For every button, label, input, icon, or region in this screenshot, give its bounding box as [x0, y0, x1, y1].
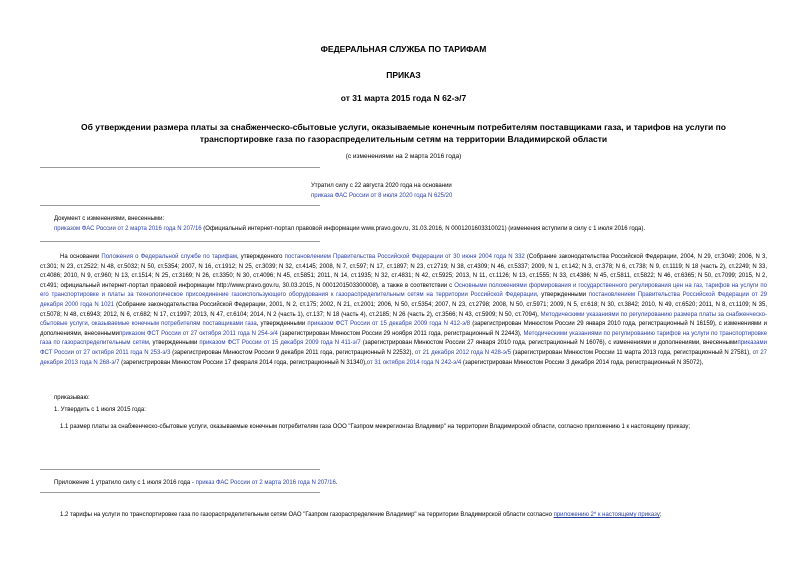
item-1-2	[40, 511, 767, 521]
basis-text: (зарегистрирован Минюстом России 11 марта 2013 года, регистрационный N 27581),	[510, 349, 753, 356]
basis-text: , утвержденными	[148, 340, 200, 347]
basis-link[interactable]: Основными положениями формирования и государственного регулирования цен на газ, тарифов на услуги по его транспортировке и платы за технологическое присоединение газоиспользующего оборудования к газораспределительным сетям на территории Российской Федерации	[40, 282, 767, 299]
amendment-details: (Официальный интернет-портал правовой информации www.pravo.gov.ru, 31.03.2016, N 0001201603310021) (изменения вступили в силу с 1 июля 2016 года).	[201, 226, 646, 232]
date-number-heading: от 31 марта 2015 года N 62-э/7	[340, 93, 467, 103]
basis-link[interactable]: от 31 октября 2014 года N 242-э/4	[366, 359, 462, 366]
basis-text: (Собрание законодательства Российской Федерации, 2001, N 2, ст.175; 2002, N 21, ст.2001; 2006, N 50, ст.5354; 2007, N 23, ст.2798; 2008, N 50, ст.5971; 2009, N 5, ст.618; N 30, ст.3842; 2010, N 49, ст.6520; 2011, N 8, ст.1109; N 35, ст.5078; N 48, ст.6943; 2012, N 6, ст.682; N 17, ст.1997; 2013, N 47, ст.6104; 2014, N 2 (часть 1), ст.137; N 18 (часть 4), ст.2185; N 26 (часть 2), ст.3566; N 43, ст.5909; N 50, ст.7094),	[40, 301, 767, 318]
expiry-link[interactable]: приказа ФАС России от 8 июля 2020 года N 625/20	[311, 193, 453, 199]
expiry-note	[311, 181, 611, 201]
basis-link[interactable]: от 27 декабря 2013 года N 268-э/7	[40, 349, 767, 366]
basis-text: (зарегистрирован Минюстом России 9 декабря 2011 года, регистрационный N 22532),	[170, 349, 415, 356]
annex-note-link[interactable]: приказ ФАС России от 2 марта 2016 года N 207/16	[195, 480, 336, 486]
item-1-1: 1.1 размер платы за снабженческо-сбытовые услуги, оказываемые конечным потребителям газа ООО "Газпром межрегионгаз Владимир" на территории Владимирской области, согласно приложению 1 к настоящему приказу;	[60, 424, 691, 430]
amendments-label: Документ с изменениями, внесенными:	[54, 216, 165, 222]
divider	[40, 205, 320, 206]
basis-link[interactable]: приказом ФСТ России от 15 декабря 2009 года N 411-э/7	[199, 340, 361, 347]
item-1-2-end: ;	[659, 512, 662, 518]
document-title: Об утверждении размера платы за снабженческо-сбытовые услуги, оказываемые конечным потребителям поставщиками газа, и тарифов на услуги по транспортировке газа по газораспределительным сетям на территории Владимирской области	[81, 122, 726, 144]
basis-text: (зарегистрирован Минюстом России 3 декабря 2014 года, регистрационный N 35072),	[461, 359, 704, 366]
divider	[40, 469, 320, 470]
basis-link[interactable]: Методическими указаниями по регулированию тарифов на услуги по транспортировке газа по газораспределительным сетям	[40, 330, 767, 347]
amendments-block	[54, 214, 769, 234]
amendment-link[interactable]: приказом ФАС России от 2 марта 2016 года N 207/16	[54, 226, 202, 232]
basis-text: (зарегистрирован Минюстом России 17 февраля 2014 года, регистрационный N 31340),	[119, 359, 367, 366]
annex-note-text: Приложение 1 утратило силу с 1 июля 2016 года -	[54, 480, 196, 486]
divider	[40, 167, 320, 168]
basis-text: (зарегистрирован Минюстом России 29 января 2010 года, регистрационный N 16159), с изменениями и дополнениями, внесенными	[40, 321, 768, 337]
item-1: 1. Утвердить с 1 июля 2015 года:	[54, 407, 146, 413]
basis-link[interactable]: приказом ФСТ России от 15 декабря 2009 года N 412-э/8	[307, 321, 471, 328]
annex-1-note	[54, 478, 769, 488]
amendment-date-note: (с изменениями на 2 марта 2016 года)	[345, 153, 462, 160]
order-word: приказываю:	[54, 395, 90, 401]
basis-text: На основании	[60, 254, 102, 260]
item-1-2-text: 1.2 тарифы на услуги по транспортировке газа по газораспределительным сетям ОАО "Газпром газораспределение Владимир" на территории Владимирской области согласно	[60, 512, 554, 518]
basis-text: (зарегистрирован Минюстом России 29 ноября 2011 года, регистрационный N 22443),	[277, 330, 524, 337]
basis-text: (Собрание законодательства Российской Федерации, 2004, N 29, ст.3049; 2006, N 3, ст.301; N 23, ст.2522; N 48, ст.5032; N 50, ст.5354; 2007, N 16, ст.1912; N 25, ст.3039; N 32, ст.4145; 2008, N 7, ст.597; N 17, ст.1897; N 23, ст.2719; N 38, ст.4309; N 46, ст.5337; 2009, N 1, ст.142; N 3, ст.378; N 6, ст.738; N 9, ст.1119; N 18 (часть 2), ст.2249; N 33, ст.4086; 2010, N 9, ст.960; N 13, ст.1514; N 25, ст.3169; N 26, ст.3350; N 30, ст.4096; N 45, ст.5851; 2011, N 14, ст.1935; N 32, ст.4831; N 42, ст.5925; 2013, N 11, ст.1126; N 13, ст.1555; N 33, ст.4386; N 45, ст.5811, ст.5822; N 46, ст.6365; N 50, ст.7099; 2015, N 2, ст.491; официальный интернет-портал правовой информации http://www.pravo.gov.ru, 30.03.2015, N 0001201503300008), а также в соответствии с	[40, 254, 768, 289]
basis-text: , утвержденными	[256, 321, 308, 328]
annex-2-link[interactable]: приложению 2* к настоящему приказу	[553, 512, 660, 518]
basis-link[interactable]: приказами ФСТ России от 27 октября 2011 года N 253-э/3	[40, 340, 767, 356]
basis-paragraph	[40, 253, 767, 368]
basis-text: , утвержденного	[236, 254, 285, 260]
basis-link[interactable]: постановлением Правительства Российской Федерации от 30 июня 2004 года N 332	[284, 254, 525, 260]
basis-link[interactable]: Положения о Федеральной службе по тарифам	[101, 254, 237, 260]
doc-type-heading: ПРИКАЗ	[386, 70, 421, 80]
agency-heading: ФЕДЕРАЛЬНАЯ СЛУЖБА ПО ТАРИФАМ	[320, 44, 487, 54]
basis-link[interactable]: постановлением Правительства Российской Федерации от 29 декабря 2000 года N 1021	[40, 292, 768, 308]
basis-link[interactable]: от 21 декабря 2012 года N 428-э/5	[414, 349, 511, 356]
basis-text: , утвержденными	[536, 292, 589, 299]
amendments-line	[54, 224, 769, 234]
basis-link[interactable]: приказом ФСТ России от 27 октября 2011 года N 254-э/4	[118, 330, 278, 337]
basis-text: (зарегистрирован Минюстом России 27 января 2010 года, регистрационный N 16076), с изменениями и дополнениями, внесенными	[360, 340, 738, 347]
annex-note-end: .	[335, 480, 338, 486]
divider	[40, 492, 320, 493]
basis-link[interactable]: Методическими указаниями по регулированию размера платы за снабженческо-сбытовые услуги, оказываемые конечным потребителям поставщиками газа	[40, 311, 767, 328]
expiry-text: Утратил силу с 22 августа 2020 года на основании	[311, 183, 452, 189]
divider	[40, 241, 320, 242]
